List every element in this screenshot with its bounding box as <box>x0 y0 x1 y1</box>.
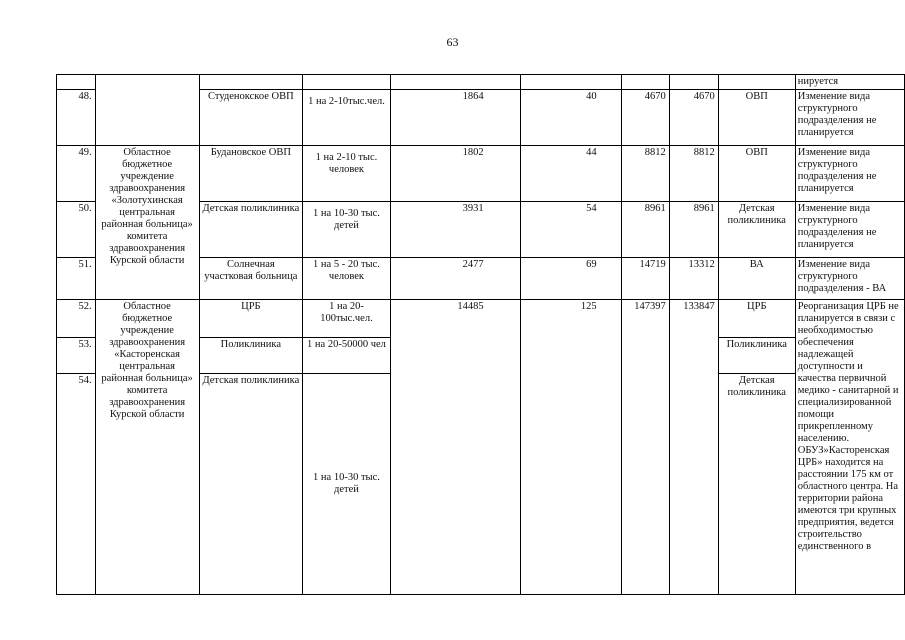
cell-num: 53. <box>57 338 96 374</box>
data-table <box>56 74 905 595</box>
cell-pop: 1802 <box>390 146 520 202</box>
cell-v1: 14719 <box>621 258 669 300</box>
cell-norm: 1 на 5 - 20 тыс. человек <box>303 258 391 300</box>
cell-staff: 54 <box>520 202 621 258</box>
cell-staff: 125 <box>520 300 621 595</box>
cell-norm: 1 на 10-30 тыс. детей <box>303 374 391 595</box>
cell-pop: 3931 <box>390 202 520 258</box>
cell-name: Будановское ОВП <box>199 146 302 202</box>
cell-type: Детская поликлиника <box>718 202 795 258</box>
cell-v1: 8961 <box>621 202 669 258</box>
cell-num: 50. <box>57 202 96 258</box>
cell-name: Солнечная участковая больница <box>199 258 302 300</box>
cell-name: Детская поликлиника <box>199 202 302 258</box>
cell-norm: 1 на 20-50000 чел <box>303 338 391 374</box>
cell-norm: 1 на 2-10 тыс. человек <box>303 146 391 202</box>
cell-staff: 69 <box>520 258 621 300</box>
cell-v1: 4670 <box>621 90 669 146</box>
cell-name: Поликлиника <box>199 338 302 374</box>
cell-v1: 147397 <box>621 300 669 595</box>
cell-staff: 40 <box>520 90 621 146</box>
cell-staff: 44 <box>520 146 621 202</box>
cell-institution: Областное бюджетное учреждение здравоохранения «Касторенская центральная районная больница» комитета здравоохранения Курской области <box>95 300 199 595</box>
cell-v2: 8812 <box>669 146 718 202</box>
cell-pop: 1864 <box>390 90 520 146</box>
cell-type: ЦРБ <box>718 300 795 338</box>
cell-norm: 1 на 2-10тыс.чел. <box>303 90 391 146</box>
cell-num: 51. <box>57 258 96 300</box>
cell-type: Детская поликлиника <box>718 374 795 595</box>
cell-name: ЦРБ <box>199 300 302 338</box>
cell-pop: 2477 <box>390 258 520 300</box>
cell-num: 48. <box>57 90 96 146</box>
page-number: 63 <box>446 35 459 49</box>
cell-norm: 1 на 20-100тыс.чел. <box>303 300 391 338</box>
cell-institution: Областное бюджетное учреждение здравоохранения «Золотухинская центральная районная больница» комитета здравоохранения Курской области <box>95 146 199 300</box>
cell-v2: 13312 <box>669 258 718 300</box>
cell-note: Реорганизация ЦРБ не планируется в связи с необходимостью обеспечения надлежащей доступности и качества первичной медико - санитарной и специализированной помощи прикрепленному населению. ОБУЗ»Касторенская ЦРБ» находится на расстоянии 175 км от областного центра. На территории района имеются три крупных предприятия, ведется строительство единственного в <box>795 300 904 595</box>
cell-num: 54. <box>57 374 96 595</box>
cell-pop: 14485 <box>390 300 520 595</box>
cell-type: Поликлиника <box>718 338 795 374</box>
cell-type: ВА <box>718 258 795 300</box>
cell-norm: 1 на 10-30 тыс. детей <box>303 202 391 258</box>
cell-type: ОВП <box>718 146 795 202</box>
cell-note: Изменение вида структурного подразделения не планируется <box>795 146 904 202</box>
cell-name: Студенокское ОВП <box>199 90 302 146</box>
cell-num: 49. <box>57 146 96 202</box>
cell-v2: 8961 <box>669 202 718 258</box>
cell-v1: 8812 <box>621 146 669 202</box>
table-row <box>57 300 905 338</box>
cell-num: 52. <box>57 300 96 338</box>
table-row <box>57 75 905 90</box>
cell-name: Детская поликлиника <box>199 374 302 595</box>
cell-note: Изменение вида структурного подразделения не планируется <box>795 90 904 146</box>
cell-note: нируется <box>795 75 904 90</box>
cell-note: Изменение вида структурного подразделения - ВА <box>795 258 904 300</box>
table-row <box>57 146 905 202</box>
cell-v2: 133847 <box>669 300 718 595</box>
cell-v2: 4670 <box>669 90 718 146</box>
cell-note: Изменение вида структурного подразделения не планируется <box>795 202 904 258</box>
cell-type: ОВП <box>718 90 795 146</box>
